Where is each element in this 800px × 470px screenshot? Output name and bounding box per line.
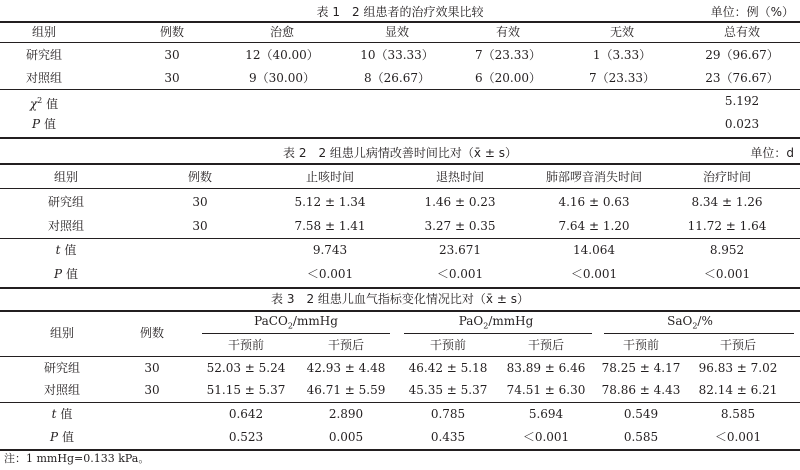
table1-r1-effective: 7（23.33）	[475, 48, 541, 62]
table3-r1-pao2-post: 83.89 ± 6.46	[506, 361, 586, 375]
table1-header-rule	[0, 42, 800, 43]
table3-header-group: 组别	[49, 326, 75, 340]
table1-top-rule	[0, 21, 800, 23]
table3-title: 表 3 2 组患儿血气指标变化情况比对（x̄ ± s）	[271, 292, 529, 306]
table3-body-rule	[0, 402, 800, 403]
table3-t-sao2-pre: 0.549	[623, 407, 659, 421]
table1-r2-group: 对照组	[25, 71, 63, 85]
table1-title: 表 1 2 组患者的治疗效果比较	[316, 5, 484, 19]
table3-r2-count: 30	[144, 383, 160, 397]
table3-t-paco2-pre: 0.642	[228, 407, 264, 421]
table3-sub-pao2-post: 干预后	[527, 338, 565, 352]
table1-bottom-rule	[0, 137, 800, 139]
table3-t-pao2-pre: 0.785	[430, 407, 466, 421]
table2-p-rales: ＜0.001	[570, 267, 618, 281]
table3-t-label: t 值	[51, 407, 73, 421]
table1-unit: 单位：例（%）	[710, 5, 794, 19]
table1-chi-label: $\chi^2$ 值	[29, 96, 59, 111]
table2-header-count: 例数	[187, 170, 213, 184]
table1-r1-cured: 12（40.00）	[245, 48, 319, 62]
table3-sub-sao2-pre: 干预前	[622, 338, 660, 352]
table2-r1-group: 研究组	[47, 195, 85, 209]
table3-p-label: P 值	[50, 430, 74, 444]
table1-r2-total: 23（76.67）	[705, 71, 779, 85]
table2-title: 表 2 2 组患儿病情改善时间比对（x̄ ± s）	[283, 146, 517, 160]
table2-r1-count: 30	[192, 195, 208, 209]
table2-body-rule	[0, 238, 800, 239]
table2-r2-fever: 3.27 ± 0.35	[424, 219, 496, 233]
table2-header-rule	[0, 188, 800, 189]
table1-header-group: 组别	[31, 25, 57, 39]
table2-header-fever: 退热时间	[435, 170, 485, 184]
table3-p-sao2-pre: 0.585	[623, 430, 659, 444]
table3-p-pao2-pre: 0.435	[430, 430, 466, 444]
table1-header-cured: 治愈	[269, 25, 295, 39]
table2-header-treatment: 治疗时间	[702, 170, 752, 184]
table3-sub-sao2-post: 干预后	[719, 338, 757, 352]
table2-r2-group: 对照组	[47, 219, 85, 233]
table2-header-rales: 肺部啰音消失时间	[545, 170, 643, 184]
table2-p-label: P 值	[54, 267, 78, 281]
table3-header-count: 例数	[139, 326, 165, 340]
table3-paco2-rule	[202, 333, 390, 334]
table2-top-rule	[0, 163, 800, 165]
table2-p-fever: ＜0.001	[436, 267, 484, 281]
table2-r2-cough: 7.58 ± 1.41	[294, 219, 366, 233]
table1-header-marked: 显效	[384, 25, 410, 39]
table1-r1-group: 研究组	[25, 48, 63, 62]
table1-r2-effective: 6（20.00）	[475, 71, 541, 85]
table3-caption	[0, 290, 800, 308]
table3-r2-group: 对照组	[43, 383, 81, 397]
table1-caption	[0, 3, 800, 21]
table1-header-total: 总有效	[723, 25, 761, 39]
table1-r1-ineffective: 1（3.33）	[592, 48, 652, 62]
table3-r1-pao2-pre: 46.42 ± 5.18	[408, 361, 488, 375]
table3-p-sao2-post: ＜0.001	[714, 430, 762, 444]
table1-r1-total: 29（96.67）	[705, 48, 779, 62]
table3-r1-paco2-post: 42.93 ± 4.48	[306, 361, 386, 375]
table2-unit: 单位：d	[750, 146, 794, 160]
table3-header-rule	[0, 356, 800, 357]
table2-r1-rales: 4.16 ± 0.63	[558, 195, 630, 209]
table3-bottom-rule	[0, 449, 800, 451]
table3-p-paco2-post: 0.005	[328, 430, 364, 444]
table3-r1-paco2-pre: 52.03 ± 5.24	[206, 361, 286, 375]
table2-t-rales: 14.064	[573, 243, 615, 257]
table3-t-pao2-post: 5.694	[528, 407, 564, 421]
table3-r1-sao2-post: 96.83 ± 7.02	[698, 361, 778, 375]
table2-t-label: t 值	[55, 243, 77, 257]
table3-header-paco2: PaCO$_2$/mmHg	[254, 314, 338, 331]
table3-r1-sao2-pre: 78.25 ± 4.17	[601, 361, 681, 375]
table2-header-group: 组别	[53, 170, 79, 184]
table2-r2-rales: 7.64 ± 1.20	[558, 219, 630, 233]
table1-p-label: P 值	[32, 117, 56, 131]
table3-sub-paco2-pre: 干预前	[227, 338, 265, 352]
table1-header-count: 例数	[159, 25, 185, 39]
table3-sub-pao2-pre: 干预前	[429, 338, 467, 352]
table3-r2-sao2-post: 82.14 ± 6.21	[698, 383, 778, 397]
table3-r1-group: 研究组	[43, 361, 81, 375]
table2-bottom-rule	[0, 287, 800, 289]
table1-r2-count: 30	[164, 71, 180, 85]
table3-sub-paco2-post: 干预后	[327, 338, 365, 352]
table2-p-treatment: ＜0.001	[703, 267, 751, 281]
table3-r2-pao2-post: 74.51 ± 6.30	[506, 383, 586, 397]
table2-t-cough: 9.743	[312, 243, 348, 257]
table1-r1-count: 30	[164, 48, 180, 62]
table2-caption	[0, 144, 800, 162]
table2-t-treatment: 8.952	[709, 243, 745, 257]
table2-p-cough: ＜0.001	[306, 267, 354, 281]
table1-chi-value: 5.192	[724, 94, 760, 108]
table3-r2-paco2-pre: 51.15 ± 5.37	[206, 383, 286, 397]
table3-t-sao2-post: 8.585	[720, 407, 756, 421]
table2-r2-treatment: 11.72 ± 1.64	[687, 219, 767, 233]
table3-p-pao2-post: ＜0.001	[522, 430, 570, 444]
table1-r2-cured: 9（30.00）	[249, 71, 315, 85]
table3-sao2-rule	[604, 333, 794, 334]
table3-r2-sao2-pre: 78.86 ± 4.43	[601, 383, 681, 397]
table3-r1-count: 30	[144, 361, 160, 375]
table1-r2-ineffective: 7（23.33）	[589, 71, 655, 85]
table3-t-paco2-post: 2.890	[328, 407, 364, 421]
table1-header-effective: 有效	[495, 25, 521, 39]
table3-note: 注：1 mmHg=0.133 kPa。	[4, 452, 150, 465]
table1-r1-marked: 10（33.33）	[360, 48, 434, 62]
table3-pao2-rule	[404, 333, 592, 334]
table3-p-paco2-pre: 0.523	[228, 430, 264, 444]
table2-r2-count: 30	[192, 219, 208, 233]
table3-top-rule	[0, 310, 800, 312]
table1-r2-marked: 8（26.67）	[364, 71, 430, 85]
table3-r2-pao2-pre: 45.35 ± 5.37	[408, 383, 488, 397]
table2-r1-fever: 1.46 ± 0.23	[424, 195, 496, 209]
table1-header-ineffective: 无效	[609, 25, 635, 39]
table3-header-pao2: PaO$_2$/mmHg	[458, 314, 534, 331]
table2-r1-cough: 5.12 ± 1.34	[294, 195, 366, 209]
table3-header-sao2: SaO$_2$/%	[667, 314, 713, 331]
table2-header-cough: 止咳时间	[305, 170, 355, 184]
table2-r1-treatment: 8.34 ± 1.26	[691, 195, 763, 209]
table1-p-value: 0.023	[724, 117, 760, 131]
table1-body-rule	[0, 89, 800, 90]
table2-t-fever: 23.671	[439, 243, 481, 257]
table3-r2-paco2-post: 46.71 ± 5.59	[306, 383, 386, 397]
